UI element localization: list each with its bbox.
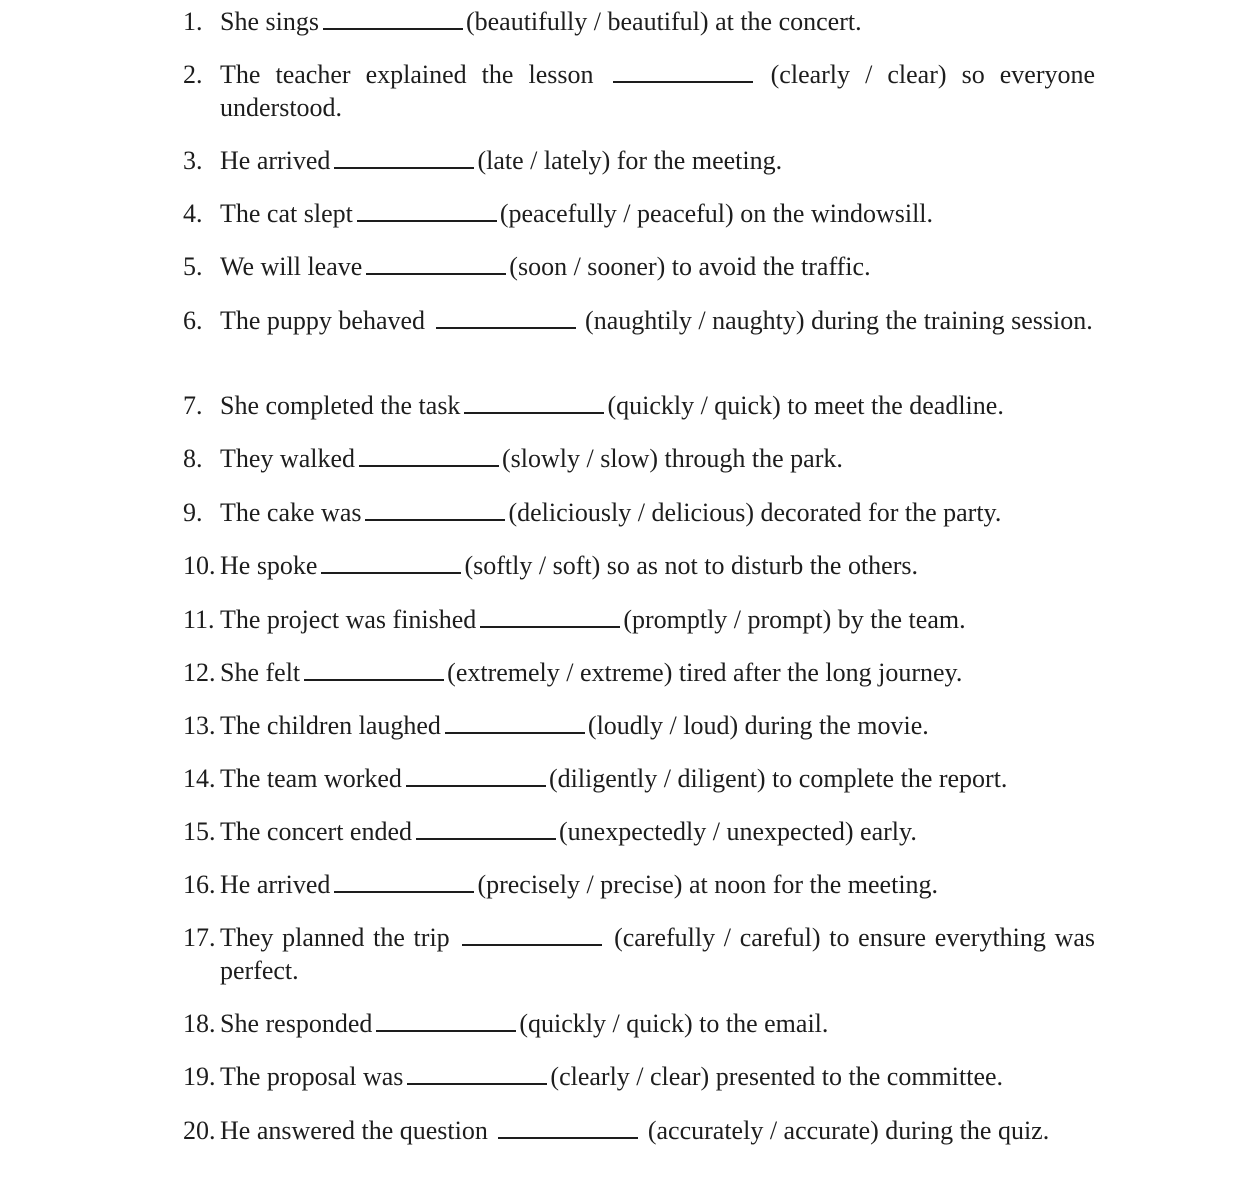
- answer-blank[interactable]: [416, 816, 556, 840]
- sentence-end: during the training session.: [811, 306, 1093, 335]
- word-options: (naughtily / naughty): [585, 306, 805, 335]
- sentence-end: to avoid the traffic.: [671, 252, 871, 281]
- item-number: 10.: [183, 551, 216, 580]
- sentence-start: The team worked: [220, 764, 402, 793]
- answer-blank[interactable]: [334, 869, 474, 893]
- item-sentence: [220, 304, 1095, 337]
- sentence-start: He arrived: [220, 146, 331, 175]
- word-options: (clearly / clear): [770, 60, 947, 89]
- item-number: 11.: [183, 605, 215, 634]
- answer-blank[interactable]: [445, 710, 585, 734]
- exercise-item: [183, 197, 1095, 230]
- exercise-item: [183, 5, 1095, 38]
- sentence-end: at the concert.: [715, 7, 862, 36]
- item-sentence: [220, 815, 1095, 848]
- sentence-end: at noon for the meeting.: [688, 870, 939, 899]
- sentence-end: to complete the report.: [772, 764, 1008, 793]
- word-options: (extremely / extreme): [447, 658, 673, 687]
- sentence-end: early.: [860, 817, 917, 846]
- sentence-end: presented to the committee.: [715, 1062, 1004, 1091]
- answer-blank[interactable]: [357, 198, 497, 222]
- item-sentence: [220, 442, 1095, 475]
- exercise-item: [183, 442, 1095, 475]
- sentence-start: She felt: [220, 658, 301, 687]
- sentence-end: through the park.: [664, 444, 843, 473]
- sentence-start: The concert ended: [220, 817, 413, 846]
- sentence-end: so everyone understood.: [220, 60, 1096, 122]
- item-number: 6.: [183, 306, 203, 335]
- answer-blank[interactable]: [498, 1115, 638, 1139]
- item-sentence: [220, 656, 1095, 689]
- item-sentence: [220, 762, 1095, 795]
- answer-blank[interactable]: [376, 1008, 516, 1032]
- exercise-item: [183, 389, 1095, 422]
- item-number: 7.: [183, 391, 203, 420]
- sentence-end: for the meeting.: [616, 146, 783, 175]
- exercise-item: [183, 496, 1095, 529]
- exercise-item: [183, 58, 1095, 124]
- word-options: (soon / sooner): [509, 252, 666, 281]
- exercise-item: [183, 868, 1095, 901]
- item-number: 8.: [183, 444, 203, 473]
- exercise-item: [183, 921, 1095, 987]
- sentence-start: They planned the trip: [220, 923, 450, 952]
- item-number: 5.: [183, 252, 203, 281]
- item-number: 2.: [183, 60, 203, 89]
- exercise-item: [183, 815, 1095, 848]
- exercise-item: [183, 1114, 1095, 1147]
- word-options: (peacefully / peaceful): [499, 199, 734, 228]
- item-sentence: [220, 1114, 1095, 1147]
- answer-blank[interactable]: [613, 59, 753, 83]
- item-sentence: [220, 58, 1095, 124]
- answer-blank[interactable]: [304, 657, 444, 681]
- item-sentence: [220, 389, 1095, 422]
- word-options: (carefully / careful): [614, 923, 821, 952]
- item-number: 14.: [183, 764, 216, 793]
- sentence-start: She completed the task: [220, 391, 461, 420]
- sentence-end: to ensure everything was perfect.: [220, 923, 1096, 985]
- word-options: (precisely / precise): [477, 870, 683, 899]
- answer-blank[interactable]: [406, 763, 546, 787]
- exercise-item: [183, 603, 1095, 636]
- exercise-item: [183, 709, 1095, 742]
- answer-blank[interactable]: [436, 305, 576, 329]
- item-sentence: [220, 1007, 1095, 1040]
- item-number: 19.: [183, 1062, 216, 1091]
- answer-blank[interactable]: [464, 390, 604, 414]
- item-number: 9.: [183, 498, 203, 527]
- item-sentence: [220, 197, 1095, 230]
- sentence-end: on the windowsill.: [740, 199, 934, 228]
- answer-blank[interactable]: [334, 145, 474, 169]
- item-number: 18.: [183, 1009, 216, 1038]
- word-options: (clearly / clear): [550, 1062, 710, 1091]
- sentence-start: She responded: [220, 1009, 373, 1038]
- item-sentence: [220, 1060, 1095, 1093]
- word-options: (quickly / quick): [607, 391, 781, 420]
- exercise-item: [183, 762, 1095, 795]
- item-number: 3.: [183, 146, 203, 175]
- sentence-end: to the email.: [699, 1009, 829, 1038]
- exercise-item: [183, 144, 1095, 177]
- sentence-start: The cake was: [220, 498, 362, 527]
- item-number: 12.: [183, 658, 216, 687]
- word-options: (unexpectedly / unexpected): [559, 817, 854, 846]
- word-options: (quickly / quick): [519, 1009, 693, 1038]
- sentence-end: so as not to disturb the others.: [606, 551, 919, 580]
- exercise-item: [183, 1007, 1095, 1040]
- word-options: (accurately / accurate): [647, 1116, 879, 1145]
- exercise-item: [183, 250, 1095, 283]
- word-options: (deliciously / delicious): [508, 498, 754, 527]
- word-options: (late / lately): [477, 146, 611, 175]
- sentence-end: by the team.: [837, 605, 966, 634]
- word-options: (beautifully / beautiful): [465, 7, 709, 36]
- item-sentence: [220, 5, 1095, 38]
- item-sentence: [220, 868, 1095, 901]
- sentence-end: decorated for the party.: [760, 498, 1002, 527]
- item-sentence: [220, 709, 1095, 742]
- item-sentence: [220, 144, 1095, 177]
- sentence-start: They walked: [220, 444, 356, 473]
- word-options: (slowly / slow): [502, 444, 659, 473]
- answer-blank[interactable]: [323, 6, 463, 30]
- item-number: 4.: [183, 199, 203, 228]
- sentence-start: She sings: [220, 7, 319, 36]
- item-sentence: [220, 921, 1095, 987]
- answer-blank[interactable]: [359, 443, 499, 467]
- exercise-item: [183, 656, 1095, 689]
- item-number: 13.: [183, 711, 216, 740]
- item-number: 16.: [183, 870, 216, 899]
- item-number: 17.: [183, 923, 216, 952]
- sentence-start: The cat slept: [220, 199, 353, 228]
- item-number: 1.: [183, 7, 203, 36]
- item-sentence: [220, 549, 1095, 582]
- answer-blank[interactable]: [480, 604, 620, 628]
- item-sentence: [220, 603, 1095, 636]
- item-number: 20.: [183, 1116, 216, 1145]
- word-options: (diligently / diligent): [548, 764, 766, 793]
- sentence-start: The teacher explained the lesson: [220, 60, 594, 89]
- exercise-item: [183, 1060, 1095, 1093]
- answer-blank[interactable]: [407, 1061, 547, 1085]
- answer-blank[interactable]: [462, 922, 602, 946]
- sentence-start: The puppy behaved: [220, 306, 426, 335]
- sentence-start: He answered the question: [220, 1116, 488, 1145]
- answer-blank[interactable]: [321, 550, 461, 574]
- sentence-start: He arrived: [220, 870, 331, 899]
- sentence-end: tired after the long journey.: [678, 658, 963, 687]
- answer-blank[interactable]: [366, 251, 506, 275]
- item-number: 15.: [183, 817, 216, 846]
- sentence-start: The project was finished: [220, 605, 477, 634]
- word-options: (promptly / prompt): [623, 605, 832, 634]
- sentence-start: He spoke: [220, 551, 318, 580]
- item-sentence: [220, 496, 1095, 529]
- exercise-item: [183, 304, 1095, 337]
- item-sentence: [220, 250, 1095, 283]
- word-options: (loudly / loud): [587, 711, 739, 740]
- word-options: (softly / soft): [464, 551, 601, 580]
- sentence-end: to meet the deadline.: [787, 391, 1004, 420]
- answer-blank[interactable]: [365, 497, 505, 521]
- sentence-end: during the movie.: [744, 711, 929, 740]
- exercise-item: [183, 549, 1095, 582]
- sentence-start: The children laughed: [220, 711, 441, 740]
- sentence-start: The proposal was: [220, 1062, 404, 1091]
- sentence-end: during the quiz.: [885, 1116, 1050, 1145]
- sentence-start: We will leave: [220, 252, 363, 281]
